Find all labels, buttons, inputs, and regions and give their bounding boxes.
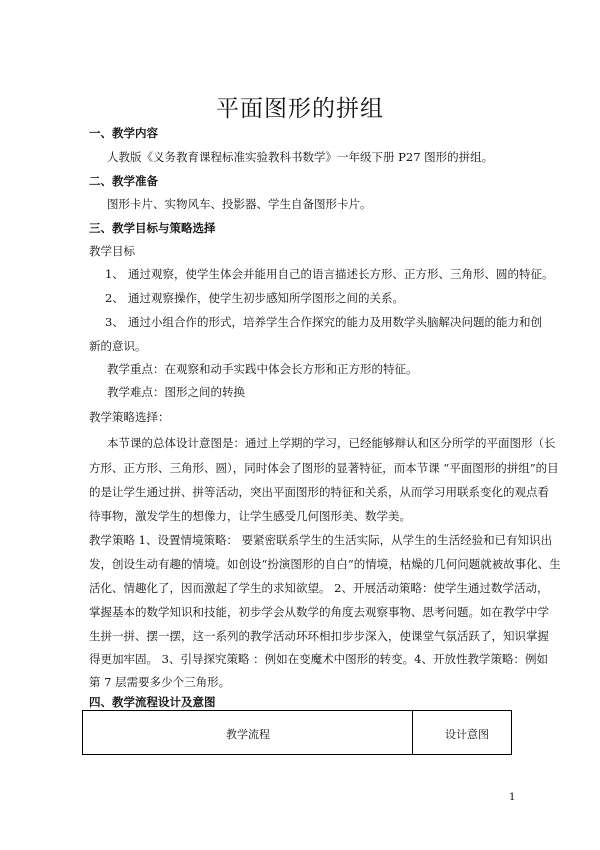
goal-text: 通过小组合作的形式，培养学生合作探究的能力及用数学头脑解决问题的能力和创 (128, 315, 542, 329)
strategy-detail-line: 生拼一拼、摆一摆，这一系列的教学活动环环相扣步步深入，使课堂气氛活跃了，知识掌握 (89, 629, 549, 643)
section-heading-goals: 三、教学目标与策略选择 (89, 221, 216, 235)
strategy-intro-line: 本节课的总体设计意图是：通过上学期的学习，已经能够辩认和区分所学的平面图形（长 (107, 436, 556, 450)
strategy-intro-line: 方形、正方形、三角形、圆），同时体会了图形的显著特征，而本节课 “平面图形的拼组”的目 (89, 461, 559, 475)
goals-label: 教学目标 (89, 244, 135, 258)
section-heading-preparation: 二、教学准备 (89, 174, 158, 188)
strategy-detail-line: 掌握基本的数学知识和技能，初步学会从数学的角度去观察事物、思考问题。如在教学中学 (89, 605, 549, 619)
strategy-label: 教学策略选择： (89, 410, 170, 424)
page-number: 1 (509, 792, 516, 803)
goal-text-continued: 新的意识。 (89, 339, 147, 353)
table-column-divider (412, 711, 413, 754)
goal-text: 通过观察操作，使学生初步感知所学图形之间的关系。 (128, 291, 404, 305)
page-title: 平面图形的拼组 (216, 96, 384, 122)
difficulty-point: 教学难点：图形之间的转换 (107, 385, 245, 399)
table-header-flow: 教学流程 (226, 728, 270, 741)
table-header-intent: 设计意图 (445, 728, 489, 741)
goal-number: 2、 (105, 291, 124, 305)
goal-number: 3、 (105, 315, 124, 329)
section-heading-flow: 四、教学流程设计及意图 (89, 695, 216, 709)
goal-text: 通过观察，使学生体会并能用自己的语言描述长方形、正方形、三角形、圆的特征。 (128, 267, 554, 281)
section-preparation-text: 图形卡片、实物风车、投影器、学生自备图形卡片。 (107, 197, 372, 211)
key-point: 教学重点：在观察和动手实践中体会长方形和正方形的特征。 (107, 362, 418, 376)
section-heading-content: 一、教学内容 (89, 126, 158, 140)
flow-table (82, 710, 512, 755)
strategy-detail-line: 第 7 层需要多少个三角形。 (89, 675, 231, 689)
strategy-detail-line: 得更加牢固。 3、引导探究策略 ：例如在变魔术中图形的转变。4、开放性教学策略：例如 (89, 652, 548, 666)
strategy-intro-line: 的是让学生通过拼、拼等活动，突出平面图形的特征和关系，从而学习用联系变化的观点看 (89, 485, 549, 499)
strategy-detail-line: 教学策略 1、设置情境策略： 要紧密联系学生的生活实际，从学生的生活经验和已有知识出 (89, 533, 553, 547)
strategy-detail-line: 活化、情趣化了，因而激起了学生的求知欲望。 2、开展活动策略：使学生通过数学活动， (89, 581, 549, 595)
goal-number: 1、 (105, 267, 124, 281)
section-content-text: 人教版《义务教育课程标准实验教科书数学》一年级下册 P27 图形的拼组。 (107, 150, 494, 164)
strategy-intro-line: 待事物，激发学生的想像力，让学生感受几何图形美、数学美。 (89, 509, 411, 523)
strategy-detail-line: 发，创设生动有趣的情境。如创设“扮演图形的自白”的情境，枯燥的几何问题就被故事化、生 (89, 557, 561, 571)
